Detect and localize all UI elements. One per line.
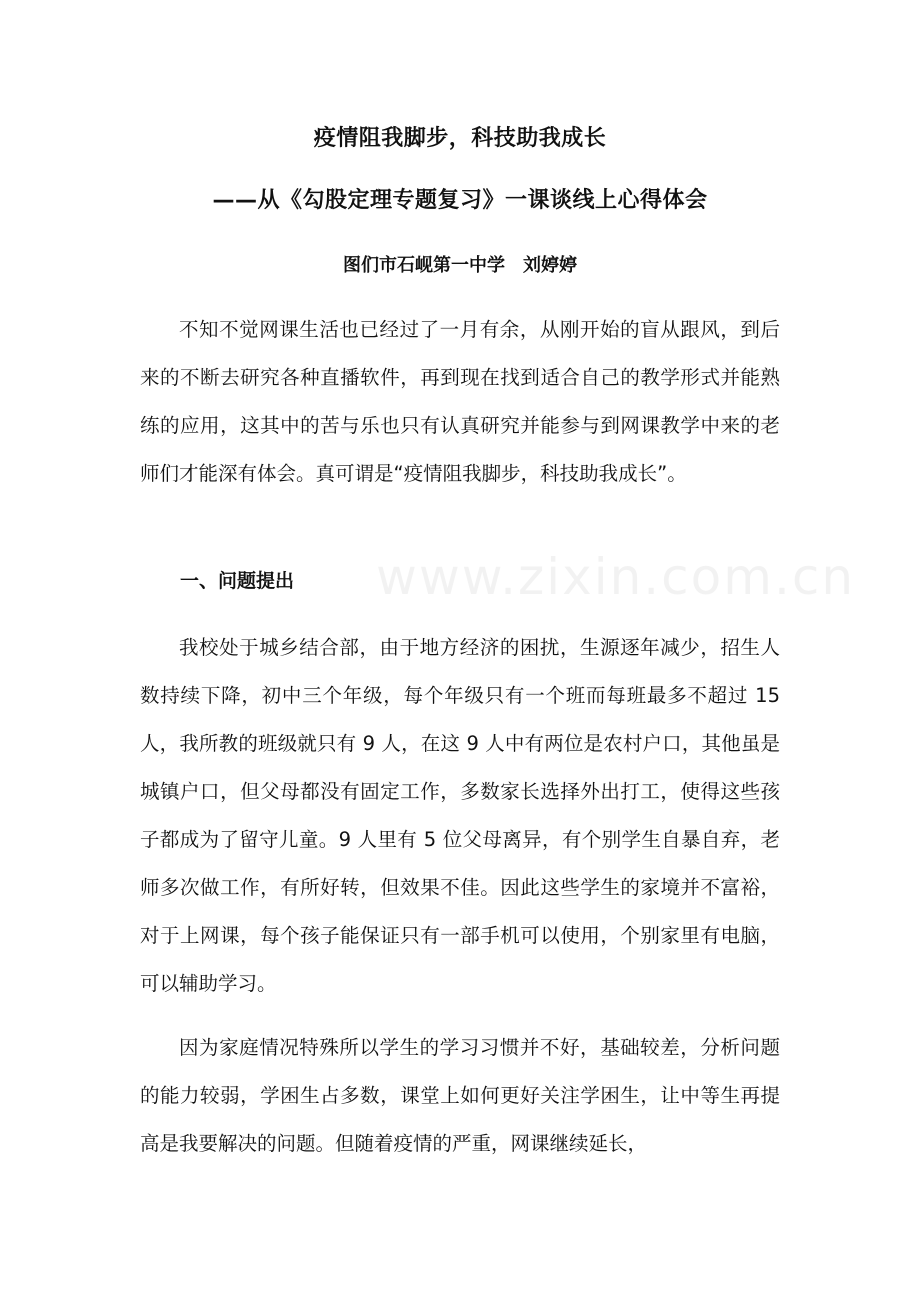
author-line: 图们市石岘第一中学 刘婷婷	[343, 255, 577, 276]
section-paragraph: 因为家庭情况特殊所以学生的学习习惯并不好，基础较差，分析问题的能力较弱，学困生占多数，课堂上如何更好关注学困生，让中等生再提高是我要解决的问题。但随着疫情的严重，网课继续延长，	[140, 1036, 780, 1155]
section-paragraph: 我校处于城乡结合部，由于地方经济的困扰，生源逐年减少，招生人数持续下降，初中三个年级，每个年级只有一个班而每班最多不超过 15 人，我所教的班级就只有 9 人，在这 9 人中有两位是农村户口，其他虽是城镇户口，但父母都没有固定工作，多数家长选择外出打工，使得这些孩子都成为了留守儿童。9 人里有 5 位父母离异，有个别学生自暴自弃，老师多次做工作，有所好转，但效果不佳。因此这些学生的家境并不富裕，对于上网课，每个孩子能保证只有一部手机可以使用，个别家里有电脑，可以辅助学习。	[140, 636, 780, 995]
section-heading: 一、问题提出	[180, 570, 295, 592]
document-subtitle: ——从《勾股定理专题复习》一课谈线上心得体会	[212, 188, 708, 213]
document-title: 疫情阻我脚步，科技助我成长	[313, 126, 607, 151]
intro-paragraph: 不知不觉网课生活也已经过了一月有余，从刚开始的盲从跟风，到后来的不断去研究各种直播软件，再到现在找到适合自己的教学形式并能熟练的应用，这其中的苦与乐也只有认真研究并能参与到网课教学中来的老师们才能深有体会。真可谓是“疫情阻我脚步，科技助我成长”。	[140, 318, 780, 485]
watermark: www.zixin.com.cn	[376, 548, 856, 606]
